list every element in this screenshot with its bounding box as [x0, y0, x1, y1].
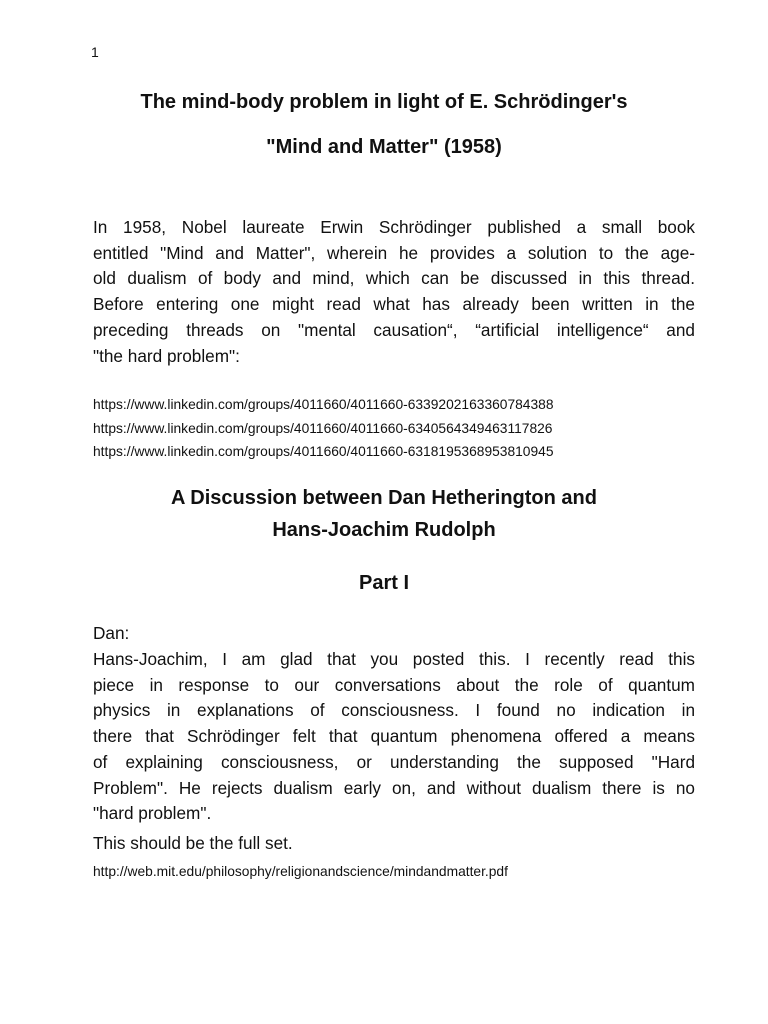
- intro-line: old dualism of body and mind, which can be discussed in this thread.: [93, 268, 695, 289]
- document-title-line-2: "Mind and Matter" (1958): [266, 136, 502, 158]
- mit-pdf-link[interactable]: http://web.mit.edu/philosophy/religionandscience/mindandmatter.pdf: [93, 864, 508, 879]
- linkedin-thread-link-1[interactable]: https://www.linkedin.com/groups/4011660/4011660-6339202163360784388: [93, 397, 554, 412]
- part-heading: Part I: [358, 572, 410, 594]
- intro-line: Before entering one might read what has already been written in the: [93, 294, 695, 315]
- linkedin-thread-link-2[interactable]: https://www.linkedin.com/groups/4011660/4011660-6340564349463117826: [93, 421, 553, 436]
- document-title-line-1: The mind-body problem in light of E. Schrödinger's: [140, 91, 628, 113]
- page-number: 1: [91, 44, 99, 60]
- intro-line: In 1958, Nobel laureate Erwin Schrödinger published a small book: [93, 217, 695, 237]
- discussion-heading-line-1: A Discussion between Dan Hetherington and: [171, 487, 597, 509]
- intro-line: "the hard problem":: [93, 345, 240, 366]
- discussion-heading-line-2: Hans-Joachim Rudolph: [272, 519, 496, 541]
- dan-line: physics in explanations of consciousness. I found no indication in: [93, 700, 695, 721]
- speaker-label: Dan:: [93, 623, 130, 643]
- dan-line: Hans-Joachim, I am glad that you posted this. I recently read this: [93, 649, 695, 669]
- dan-line: Problem". He rejects dualism early on, and without dualism there is no: [93, 777, 695, 798]
- intro-line: preceding threads on "mental causation“, “artificial intelligence“ and: [93, 319, 695, 340]
- dan-line: there that Schrödinger felt that quantum phenomena offered a means: [93, 726, 695, 747]
- dan-paragraph: [93, 647, 695, 827]
- closing-line: This should be the full set.: [93, 833, 293, 853]
- dan-line: "hard problem".: [93, 803, 212, 824]
- intro-paragraph: [93, 215, 695, 369]
- dan-line: of explaining consciousness, or understanding the supposed "Hard: [93, 751, 695, 772]
- dan-line: piece in response to our conversations about the role of quantum: [93, 674, 695, 695]
- linkedin-thread-link-3[interactable]: https://www.linkedin.com/groups/4011660/4011660-6318195368953810945: [93, 444, 554, 459]
- intro-line: entitled "Mind and Matter", wherein he provides a solution to the age-: [93, 242, 695, 263]
